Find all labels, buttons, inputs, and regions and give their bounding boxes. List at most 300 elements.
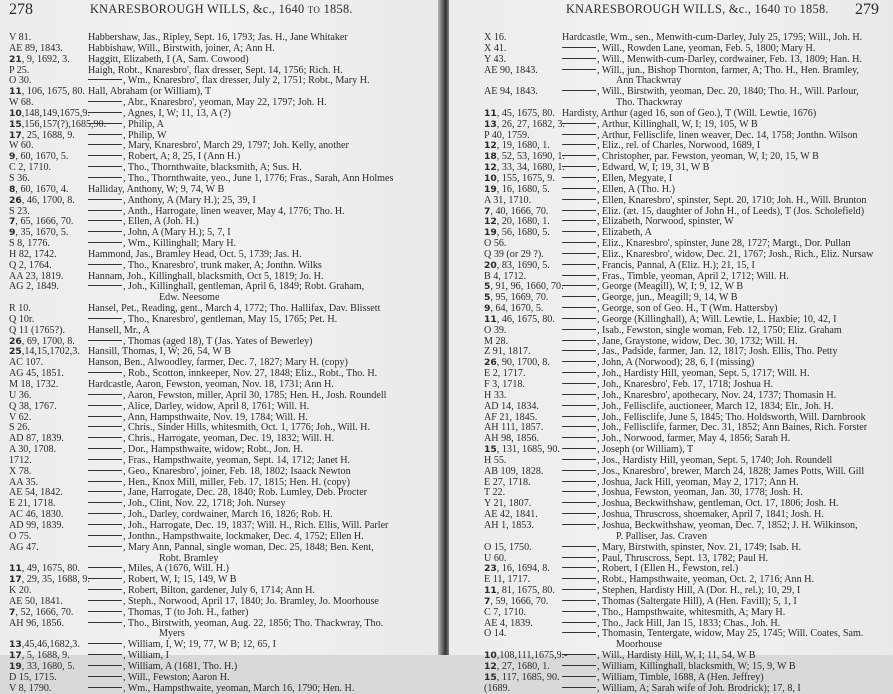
reference-text: AF 21, 1845. bbox=[484, 411, 538, 423]
ditto-dash bbox=[88, 101, 122, 102]
reference-text: (1689. bbox=[484, 682, 511, 694]
ditto-dash bbox=[562, 546, 596, 547]
reference-text: , 29, 35, 1688, 9. bbox=[21, 574, 90, 586]
volume-number: 11 bbox=[484, 313, 497, 325]
entry-text: , Jane, Graystone, widow, Dec. 30, 1732; Will. H. bbox=[597, 335, 798, 347]
reference-text: AH 1, 1853. bbox=[484, 519, 534, 531]
entry-text: , Ellen, Megyate, I bbox=[597, 172, 673, 184]
running-head-to: TO bbox=[307, 5, 321, 15]
entry-text: , William, A (1681, Tho. H.) bbox=[123, 660, 238, 672]
ditto-dash bbox=[562, 578, 596, 579]
reference-text: M 18, 1732. bbox=[9, 379, 59, 390]
entry-text: , Jos., Knaresbro', brewer, March 24, 1828; James Potts, Will. Gill bbox=[597, 465, 865, 477]
ditto-dash bbox=[88, 622, 122, 623]
volume-number: 15 bbox=[484, 671, 497, 683]
entry-text: , Chris., Harrogate, yeoman, Dec. 19, 1832; Will. H. bbox=[123, 433, 335, 445]
reference-text: T 22. bbox=[484, 487, 506, 499]
ditto-dash bbox=[562, 654, 596, 655]
volume-number: 10 bbox=[9, 107, 22, 119]
reference-text: AD 87, 1839. bbox=[9, 433, 64, 445]
entry-text: , Anth., Harrogate, linen weaver, May 4, 1776; Tho. H. bbox=[123, 205, 345, 217]
reference-text: AA 23, 1819. bbox=[9, 270, 64, 282]
will-entry bbox=[9, 315, 434, 326]
reference-text: V 62. bbox=[9, 411, 32, 423]
entry-text: , Thomas, T (to Joh. H., father) bbox=[123, 606, 249, 618]
ditto-dash bbox=[562, 405, 596, 406]
entry-text: , Robert, I (Ellen H., Fewston, rel.) bbox=[597, 563, 739, 575]
entry-text: , Joshua, Beckwithshaw, yeoman, Dec. 7, 1852; J. H. Wilkinson, bbox=[597, 519, 858, 531]
reference-text: C 7, 1710. bbox=[484, 606, 527, 618]
reference-text: , 46, 1700, 8. bbox=[21, 194, 75, 206]
entry-text: , William, A; Sarah wife of Joh. Brodrick); 17, 8, I bbox=[597, 682, 801, 694]
volume-number: 10 bbox=[484, 650, 497, 662]
entry-text: , Robert, Bilton, gardener, July 6, 1714; Ann H. bbox=[123, 585, 315, 597]
running-head-to: TO bbox=[783, 5, 797, 15]
entry-text: , Joh., Killinghall, gentleman, April 6, 1849; Robt. Graham, bbox=[123, 281, 365, 293]
ditto-dash bbox=[88, 166, 122, 167]
entry-text: , Joh., Norwood, farmer, May 4, 1856; Sarah H. bbox=[597, 433, 791, 445]
reference-text: H 33. bbox=[484, 389, 507, 401]
reference-text: , 35, 1670, 5. bbox=[15, 227, 69, 239]
entry-text: , Robert, A; 8, 25, I (Ann H.) bbox=[123, 151, 241, 163]
ditto-dash bbox=[88, 470, 122, 471]
ditto-dash bbox=[88, 394, 122, 395]
reference-text: , 5, 1688, 9. bbox=[21, 650, 70, 662]
entry-text: , Rob., Scotton, innkeeper, Nov. 27, 1848; Eliz., Robt., Tho. H. bbox=[123, 368, 378, 380]
ditto-dash bbox=[562, 600, 596, 601]
volume-number: 11 bbox=[484, 585, 497, 597]
reference-text: , 64, 1670, 5. bbox=[490, 303, 544, 315]
entry-text: , Mary Ann, Pannal, single woman, Dec. 25, 1848; Ben. Kent, bbox=[123, 541, 374, 553]
ditto-dash bbox=[562, 199, 596, 200]
entry-text: , John, A (Norwood); 28, 6, I (missing) bbox=[597, 357, 755, 369]
volume-number: 15 bbox=[9, 118, 22, 130]
running-head-end: 1858. bbox=[320, 2, 353, 16]
ditto-dash bbox=[562, 502, 596, 503]
ditto-dash bbox=[88, 589, 122, 590]
volume-number: 8 bbox=[9, 183, 16, 195]
ditto-dash bbox=[88, 416, 122, 417]
entry-text: , Joshua, Thruscross, shoemaker, April 7, 1841; Josh. H. bbox=[597, 509, 824, 521]
entry-text: , William, Killinghall, blacksmith, W; 15, 9, W B bbox=[597, 660, 796, 672]
reference-text: Z 91, 1817. bbox=[484, 346, 531, 358]
entry-text: , Joh., Knaresbro', Feb. 17, 1718; Joshua H. bbox=[597, 379, 774, 390]
reference-text: AG 45, 1851. bbox=[9, 368, 64, 380]
reference-text: , 40, 1666, 70. bbox=[490, 205, 549, 217]
reference-text: , 60, 1670, 5. bbox=[15, 151, 69, 163]
entry-text: , Ellen, A (Joh. H.) bbox=[123, 216, 199, 228]
entry-text: , Fras., Hampsthwaite, yeoman, Sept. 14, 1712; Janet H. bbox=[123, 454, 351, 466]
reference-text: AE 4, 1839. bbox=[484, 617, 533, 629]
entry-text: , William, I bbox=[123, 650, 169, 662]
right-page bbox=[449, 0, 893, 694]
ditto-dash bbox=[88, 578, 122, 579]
reference-text: AG 47. bbox=[9, 541, 39, 553]
entry-reference bbox=[9, 684, 88, 694]
entry-text: , Eliz., rel. of Charles, Norwood, 1689, I bbox=[597, 140, 761, 152]
reference-text: , 81, 1675, 80. bbox=[496, 585, 555, 597]
ditto-dash bbox=[88, 676, 122, 677]
entry-text: , Wm., Knaresbro', flax dresser, July 2, 1751; Robt., Mary H. bbox=[123, 75, 370, 87]
reference-text: AE 90, 1843. bbox=[484, 64, 538, 76]
volume-number: 23 bbox=[484, 563, 497, 575]
ditto-dash bbox=[88, 318, 122, 319]
will-entry bbox=[484, 66, 884, 88]
left-page bbox=[0, 0, 441, 694]
ditto-dash bbox=[88, 134, 122, 135]
ditto-dash bbox=[88, 242, 122, 243]
reference-text: P 25. bbox=[9, 64, 30, 76]
ditto-dash bbox=[562, 47, 596, 48]
ditto-dash bbox=[562, 416, 596, 417]
entry-text: , Tho., Thornthwaite, blacksmith, A; Sus. H. bbox=[123, 162, 302, 174]
reference-text: C 2, 1710. bbox=[9, 162, 52, 174]
entry-text: , Thomas (Saltergate Hill), A (Hen. Favill); 5, 1, I bbox=[597, 595, 797, 607]
volume-number: 5 bbox=[484, 292, 491, 304]
ditto-dash bbox=[562, 437, 596, 438]
ditto-dash bbox=[88, 459, 122, 460]
ditto-dash bbox=[562, 264, 596, 265]
will-entry bbox=[9, 619, 434, 641]
running-head-title: KNARESBOROUGH WILLS, &c., 1640 bbox=[90, 2, 308, 16]
reference-text: S 8, 1776. bbox=[9, 238, 50, 250]
reference-text: , 117, 1685, 90. bbox=[496, 671, 560, 683]
will-entry bbox=[484, 684, 884, 694]
entry-text: , Elizabeth, Norwood, spinster, W bbox=[597, 216, 734, 228]
volume-number: 12 bbox=[484, 216, 497, 228]
entry-text: , Elizabeth, A bbox=[597, 227, 652, 239]
will-entry bbox=[484, 629, 884, 651]
ditto-dash bbox=[562, 524, 596, 525]
reference-text: , 155, 1675, 9. bbox=[496, 172, 555, 184]
reference-text: Q 2, 1764. bbox=[9, 259, 52, 271]
ditto-dash bbox=[88, 611, 122, 612]
reference-text: AH 96, 1856. bbox=[9, 617, 64, 629]
ditto-dash bbox=[88, 220, 122, 221]
entry-text: , Joh., Harrogate, Dec. 19, 1837; Will. H., Rich. Ellis, Will. Parler bbox=[123, 519, 389, 531]
entry-text: , Tho., Thornthwaite, yeo., June 1, 1776; Fras., Sarah, Ann Holmes bbox=[123, 172, 394, 184]
entry-text: , John, A (Mary H.); 5, 7, I bbox=[123, 227, 231, 239]
entry-text: , Geo., Knaresbro', joiner, Feb. 18, 1802; Isaack Newton bbox=[123, 465, 351, 477]
ditto-dash bbox=[88, 502, 122, 503]
entry-text: , Joh., Knaresbro', apothecary, Nov. 24, 1737; Thomasin H. bbox=[597, 389, 837, 401]
entry-text: Hansell, Mr., A bbox=[88, 324, 150, 336]
reference-text: ,156,157(?),1685,90. bbox=[21, 118, 107, 130]
entry-continuation: P. Palliser, Jas. Craven bbox=[616, 530, 707, 542]
ditto-dash bbox=[562, 491, 596, 492]
entry-text: , George (Killinghall), A; Will. Lewtie, L. Haxbie; 10, 42, I bbox=[597, 313, 837, 325]
reference-text: Q 11 (1765?). bbox=[9, 324, 65, 336]
reference-text: S 36. bbox=[9, 172, 30, 184]
will-entry bbox=[9, 684, 434, 694]
entry-text: , Tho., Jack Hill, Jan 15, 1833; Chas., Joh. H. bbox=[597, 617, 781, 629]
running-head-end: 1858. bbox=[796, 2, 829, 16]
entry-text: Hannam, Joh., Killinghall, blacksmith, Oct 5, 1819; Jo. H. bbox=[88, 270, 324, 282]
reference-text: V 81. bbox=[9, 32, 32, 43]
volume-number: 12 bbox=[484, 162, 497, 174]
entry-text: , Paul, Thruscross, Sept. 13, 1782; Paul H. bbox=[597, 552, 769, 564]
volume-number: 13 bbox=[9, 639, 22, 651]
entry-text: , Joh., Fellisclife, farmer, Dec. 31, 1852; Ann Baines, Rich. Forster bbox=[597, 422, 868, 434]
ditto-dash bbox=[562, 188, 596, 189]
entry-text: , Joh., Fellisclife, auctioneer, March 12, 1834; Elr., Joh. H. bbox=[597, 400, 834, 412]
reference-text: , 90, 1700, 8. bbox=[496, 357, 550, 369]
ditto-dash bbox=[562, 350, 596, 351]
ditto-dash bbox=[88, 437, 122, 438]
entry-text: , Eliz., Knaresbro', widow, Dec. 21, 1767; Josh., Rich., Eliz. Nursaw bbox=[597, 248, 874, 260]
reference-text: X 78. bbox=[9, 465, 32, 477]
ditto-dash bbox=[562, 622, 596, 623]
volume-number: 9 bbox=[484, 303, 491, 315]
running-head-title: KNARESBOROUGH WILLS, &c., 1640 bbox=[566, 2, 784, 16]
reference-text: , 25, 1688, 9. bbox=[21, 129, 75, 141]
reference-text: AH 98, 1856. bbox=[484, 433, 539, 445]
ditto-dash bbox=[88, 491, 122, 492]
volume-number: 5 bbox=[484, 281, 491, 293]
entry-text: , Will., Birstwith, yeoman, Dec. 20, 1840; Tho. H., Will. Parlour, bbox=[597, 86, 859, 98]
reference-text: O 15, 1750. bbox=[484, 541, 532, 553]
reference-text: AC 46, 1830. bbox=[9, 509, 64, 521]
entry-text: Habbershaw, Jas., Ripley, Sept. 16, 1793; Jas. H., Jane Whitaker bbox=[88, 32, 348, 43]
entry-list bbox=[484, 33, 884, 694]
will-entry bbox=[484, 521, 884, 543]
reference-text: , 49, 1675, 80. bbox=[21, 563, 80, 575]
reference-text: Q 10r. bbox=[9, 313, 35, 325]
entry-continuation: Robt. Bramley bbox=[159, 552, 219, 564]
entry-text: , Jane, Harrogate, Dec. 28, 1840; Rob. Lumley, Deb. Procter bbox=[123, 487, 368, 499]
reference-text: R 10. bbox=[9, 303, 31, 315]
volume-number: 9 bbox=[9, 151, 16, 163]
entry-text: , Mary, Knaresbro', March 29, 1797; Joh. Kelly, another bbox=[123, 140, 349, 152]
entry-text: , Will., Rowden Lane, yeoman, Feb. 5, 1800; Mary H. bbox=[597, 42, 816, 54]
reference-text: , 56, 1680, 5. bbox=[496, 227, 550, 239]
ditto-dash bbox=[562, 459, 596, 460]
reference-text: AE 89, 1843. bbox=[9, 42, 63, 54]
reference-text: , 19, 1680, 1. bbox=[496, 140, 550, 152]
page-number: 279 bbox=[855, 1, 879, 18]
entry-text: Hansill, Thomas, I, W; 26, 54, W B bbox=[88, 346, 231, 358]
ditto-dash bbox=[88, 155, 122, 156]
ditto-dash bbox=[88, 524, 122, 525]
reference-text: , 27, 1680, 1. bbox=[496, 660, 550, 672]
ditto-dash bbox=[88, 567, 122, 568]
entry-reference bbox=[484, 629, 562, 640]
volume-number: 12 bbox=[484, 660, 497, 672]
entry-text: , Alice, Darley, widow, April 8, 1761; Will. H. bbox=[123, 400, 310, 412]
volume-number: 19 bbox=[9, 660, 22, 672]
entry-text: , Abr., Knaresbro', yeoman, May 22, 1797; Joh. H. bbox=[123, 97, 327, 109]
reference-text: H 82, 1742. bbox=[9, 248, 57, 260]
ditto-dash bbox=[562, 296, 596, 297]
reference-text: U 60. bbox=[484, 552, 507, 564]
volume-number: 7 bbox=[484, 595, 491, 607]
ditto-dash bbox=[88, 546, 122, 547]
volume-number: 17 bbox=[9, 574, 22, 586]
ditto-dash bbox=[562, 231, 596, 232]
ditto-dash bbox=[562, 58, 596, 59]
reference-text: , 52, 53, 1690, 1. bbox=[496, 151, 565, 163]
volume-number: 26 bbox=[484, 357, 497, 369]
entry-reference bbox=[9, 619, 88, 630]
entry-continuation: Myers bbox=[159, 628, 185, 640]
entry-text: , Will., Hardisty Hill, W, I; 11, 54, W B bbox=[597, 650, 756, 662]
entry-text: , Tho., Knaresbro', gentleman, May 15, 1765; Pet. H. bbox=[123, 313, 338, 325]
ditto-dash bbox=[88, 481, 122, 482]
reference-text: AE 54, 1842. bbox=[9, 487, 63, 499]
volume-number: 15 bbox=[484, 444, 497, 456]
ditto-dash bbox=[562, 383, 596, 384]
ditto-dash bbox=[562, 632, 596, 633]
entry-text: , Jos., Hardisty Hill, yeoman, Sept. 5, 1740; Joh. Roundell bbox=[597, 454, 833, 466]
running-head bbox=[90, 2, 353, 22]
entry-text: , Joshua, Jack Hill, yeoman, May 2, 1717; Ann H. bbox=[597, 476, 799, 488]
ditto-dash bbox=[562, 676, 596, 677]
entry-text: , Edward, W, I; 19, 31, W B bbox=[597, 162, 710, 174]
reference-text: X 41. bbox=[484, 42, 507, 54]
ditto-dash bbox=[562, 210, 596, 211]
ditto-dash bbox=[562, 394, 596, 395]
ditto-dash bbox=[562, 242, 596, 243]
reference-text: , 65, 1666, 70. bbox=[15, 216, 74, 228]
ditto-dash bbox=[562, 470, 596, 471]
ditto-dash bbox=[88, 426, 122, 427]
reference-text: B 4, 1712. bbox=[484, 270, 527, 282]
volume-number: 26 bbox=[9, 194, 22, 206]
ditto-dash bbox=[88, 340, 122, 341]
ditto-dash bbox=[562, 318, 596, 319]
entry-text: , Dor., Hampsthwaite, widow; Robt., Jon. H. bbox=[123, 444, 303, 456]
reference-text: , 91, 96, 1660, 70. bbox=[490, 281, 564, 293]
entry-text: , Philip, W bbox=[123, 129, 167, 141]
reference-text: , 131, 1685, 90. bbox=[496, 444, 560, 456]
entry-text: , Isab., Fewston, single woman, Feb. 12, 1750; Eliz. Graham bbox=[597, 324, 842, 336]
entry-text: , Chris., Sinder Hills, whitesmith, Oct. 1, 1776; Joh., Will. H. bbox=[123, 422, 370, 434]
reference-text: , 69, 1700, 8. bbox=[21, 335, 75, 347]
entry-text: , Arthur, Fellisclife, linen weaver, Dec. 14, 1758; Jonthn. Wilson bbox=[597, 129, 858, 141]
reference-text: ,108,111,1675,9.- bbox=[496, 650, 568, 662]
reference-text: AD 14, 1834. bbox=[484, 400, 539, 412]
ditto-dash bbox=[562, 481, 596, 482]
entry-text: , Hen., Knox Mill, miller, Feb. 17, 1815; Hen. H. (copy) bbox=[123, 476, 350, 488]
reference-text: Q 39 (or 29 ?). bbox=[484, 248, 544, 260]
will-entry bbox=[9, 543, 434, 565]
entry-text: , Arthur, Killinghall, W, I; 19, 105, W B bbox=[597, 118, 758, 130]
reference-text: V 8, 1790. bbox=[9, 682, 52, 694]
entry-text: , Anthony, A (Mary H.); 25, 39, I bbox=[123, 194, 256, 206]
volume-number: 25 bbox=[9, 346, 22, 358]
entry-text: , Tho., Birstwith, yeoman, Aug. 22, 1856; Tho. Thackwray, Tho. bbox=[123, 617, 384, 629]
ditto-dash bbox=[88, 285, 122, 286]
entry-text: , Will., jun., Bishop Thornton, farmer, A; Tho. H., Hen. Bramley, bbox=[597, 64, 860, 76]
entry-text: , Will., Fewston; Aaron H. bbox=[123, 671, 230, 683]
entry-text: , Agnes, I, W; 11, 13, A (?) bbox=[123, 107, 231, 119]
ditto-dash bbox=[88, 123, 122, 124]
volume-number: 13 bbox=[484, 118, 497, 130]
entry-text: , Thomas (aged 18), T (Jas. Yates of Bewerley) bbox=[123, 335, 313, 347]
ditto-dash bbox=[88, 535, 122, 536]
will-entry bbox=[9, 640, 434, 651]
reference-text: , 46, 1675, 80. bbox=[496, 313, 555, 325]
entry-text: Hall, Abraham (or William), T bbox=[88, 86, 212, 98]
entry-list bbox=[9, 33, 434, 694]
ditto-dash bbox=[88, 199, 122, 200]
entry-text: , Stephen, Hardisty Hill, A (Dor. H., rel.); 10, 29, I bbox=[597, 585, 801, 597]
reference-text: E 2, 1717. bbox=[484, 368, 526, 380]
running-head bbox=[566, 2, 829, 22]
reference-text: Q 38, 1767. bbox=[9, 400, 57, 412]
entry-text: , George, son of Geo. H., T (Wm. Hattersby) bbox=[597, 303, 778, 315]
entry-text: , Eliz. (æt. 15, daughter of John H., of Leeds), T (Jos. Scholefield) bbox=[597, 205, 865, 217]
entry-text: , Joshua, Fewston, yeoman, Jan. 30, 1778; Josh. H. bbox=[597, 487, 803, 499]
ditto-dash bbox=[562, 144, 596, 145]
volume-number: 19 bbox=[484, 183, 497, 195]
ditto-dash bbox=[88, 654, 122, 655]
reference-text: O 75. bbox=[9, 530, 32, 542]
entry-continuation: Ann Thackwray bbox=[616, 75, 682, 87]
entry-text: , Mary, Birstwith, spinster, Nov. 21, 1749; Isab. H. bbox=[597, 541, 802, 553]
entry-continuation: Edw. Neesome bbox=[159, 292, 220, 304]
volume-number: 21 bbox=[9, 53, 22, 65]
reference-text: AE 94, 1843. bbox=[484, 86, 538, 98]
volume-number: 11 bbox=[9, 86, 22, 98]
entry-text: , Wm., Killinghall; Mary H. bbox=[123, 238, 237, 250]
ditto-dash bbox=[88, 79, 122, 80]
entry-text: , Ellen, Knaresbro', spinster, Sept. 20, 1710; Joh. H., Will. Brunton bbox=[597, 194, 867, 206]
volume-number: 7 bbox=[9, 216, 16, 228]
entry-text: Hardcastle, Aaron, Fewston, yeoman, Nov. 18, 1731; Ann H. bbox=[88, 379, 334, 390]
entry-text: , Joh., Clint, Nov. 22, 1718; Joh. Nursey bbox=[123, 498, 286, 510]
reference-text: , 9, 1692, 3. bbox=[21, 53, 70, 65]
reference-text: O 39. bbox=[484, 324, 507, 336]
reference-text: E 21, 1718. bbox=[9, 498, 56, 510]
ditto-dash bbox=[88, 643, 122, 644]
reference-text: K 20. bbox=[9, 585, 32, 597]
reference-text: AG 2, 1849. bbox=[9, 281, 59, 293]
entry-reference bbox=[9, 543, 88, 554]
entry-text: Hansel, Pet., Reading, gent., March 4, 1772; Tho. Hallifax, Dav. Blissett bbox=[88, 303, 381, 315]
reference-text: , 60, 1670, 4. bbox=[15, 183, 69, 195]
reference-text: M 28. bbox=[484, 335, 509, 347]
reference-text: , 33, 1680, 5. bbox=[21, 660, 75, 672]
reference-text: , 59, 1666, 70. bbox=[490, 595, 549, 607]
reference-text: Y 21, 1807. bbox=[484, 498, 532, 510]
entry-reference bbox=[484, 87, 562, 98]
reference-text: A 31, 1710. bbox=[484, 194, 532, 206]
entry-reference bbox=[484, 684, 562, 694]
ditto-dash bbox=[88, 372, 122, 373]
ditto-dash bbox=[562, 123, 596, 124]
reference-text: , 45, 1675, 80. bbox=[496, 107, 555, 119]
ditto-dash bbox=[562, 329, 596, 330]
reference-text: , 16, 1694, 8. bbox=[496, 563, 550, 575]
entry-text: , Joshua, Beckwithshaw, gentleman, Oct. 17, 1806; Josh. H. bbox=[597, 498, 839, 510]
reference-text: S 26. bbox=[9, 422, 30, 434]
ditto-dash bbox=[562, 275, 596, 276]
entry-text: , Eliz., Knaresbro', spinster, June 28, 1727; Margt., Dor. Pullan bbox=[597, 238, 851, 250]
ditto-dash bbox=[562, 177, 596, 178]
entry-text: Hardcastle, Wm., sen., Menwith-cum-Darley, July 25, 1795; Will., Joh. H. bbox=[562, 32, 863, 43]
entry-text: , Will., Menwith-cum-Darley, cordwainer, Feb. 13, 1809; Han. H. bbox=[597, 53, 862, 65]
entry-text: , Joh., Darley, cordwainer, March 16, 1826; Rob. H. bbox=[123, 509, 333, 521]
volume-number: 17 bbox=[9, 650, 22, 662]
ditto-dash bbox=[88, 448, 122, 449]
entry-text: Habbishaw, Will., Birstwith, joiner, A; Ann H. bbox=[88, 42, 275, 54]
volume-number: 7 bbox=[484, 205, 491, 217]
reference-text: H 55. bbox=[484, 454, 507, 466]
entry-text: , Wm., Hampsthwaite, yeoman, March 16, 1790; Hen. H. bbox=[123, 682, 355, 694]
ditto-dash bbox=[562, 220, 596, 221]
reference-text: , 106, 1675, 80. bbox=[21, 86, 85, 98]
